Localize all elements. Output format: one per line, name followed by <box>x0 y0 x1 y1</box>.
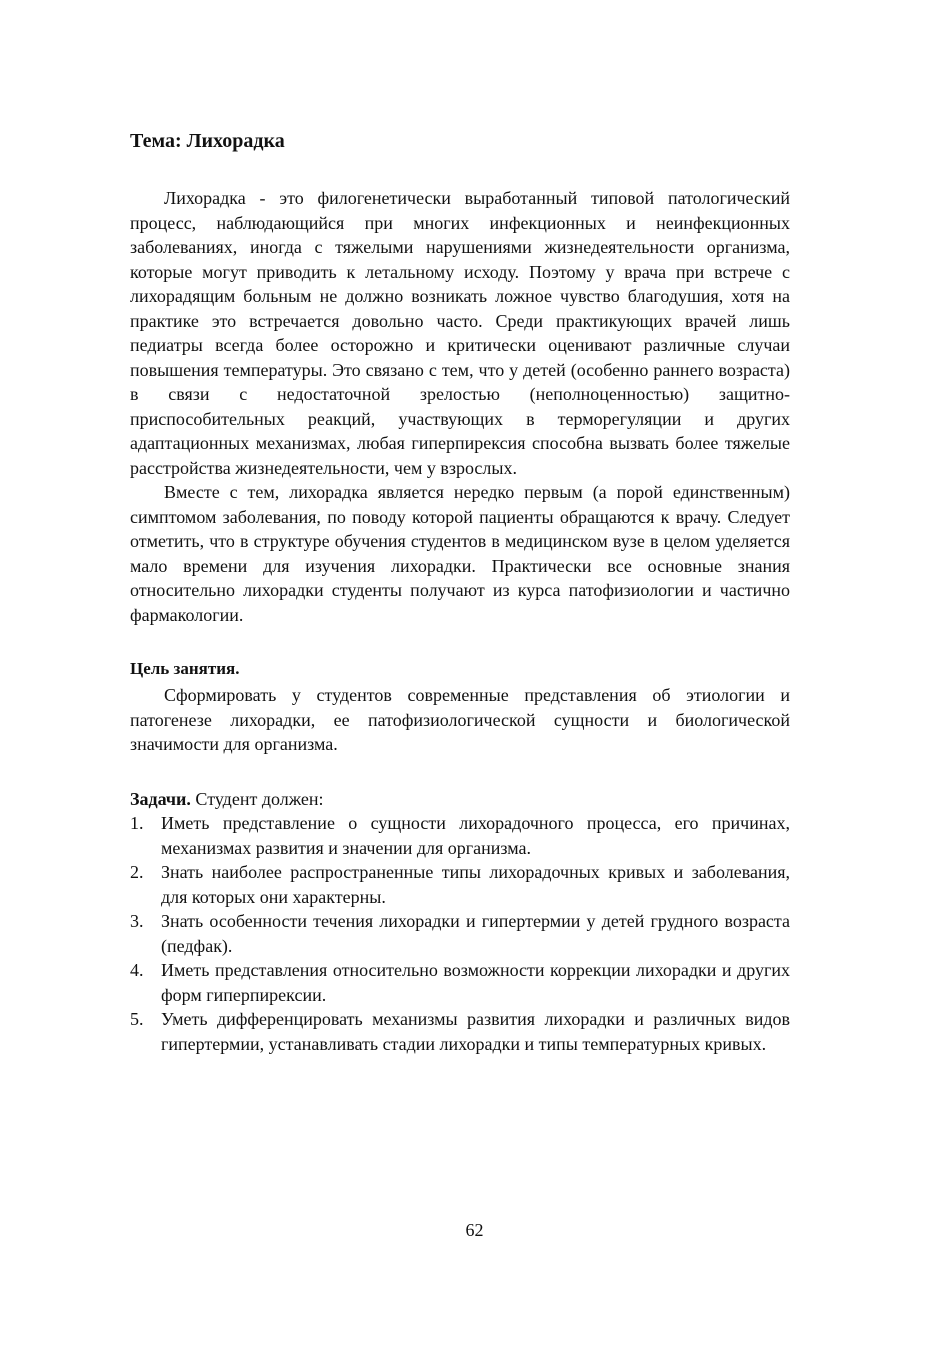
intro-section <box>130 186 790 627</box>
goal-heading: Цель занятия. <box>130 659 240 678</box>
task-text: Знать особенности течения лихорадки и гипертермии у детей грудного возраста (педфак). <box>161 911 790 956</box>
page-title: Тема: Лихорадка <box>130 130 285 152</box>
task-item <box>130 860 790 909</box>
task-number: 2. <box>130 862 144 882</box>
task-item <box>130 958 790 1007</box>
task-text: Иметь представление о сущности лихорадочного процесса, его причинах, механизмах развития и значении для организма. <box>161 813 790 858</box>
intro-paragraph-1: Лихорадка - это филогенетически выработанный типовой патологический процесс, наблюдающийся при многих инфекционных и неинфекционных заболеваниях, иногда с тяжелыми нарушениями жизнедеятельности организма, которые могут приводить к летальному исходу. Поэтому у врача при встрече с лихорадящим больным не должно возникать ложное чувство благодушия, хотя на практике это встречается довольно часто. Среди практикующих врачей лишь педиатры всегда более осторожно и критически оценивают различные случаи повышения температуры. Это связано с тем, что у детей (особенно раннего возраста) в связи с недостаточной зрелостью (неполноценностью) защитно-приспособительных реакций, участвующих в терморегуляции и других адаптационных механизмах, любая гиперпирексия способна вызвать более тяжелые расстройства жизнедеятельности, чем у взрослых. <box>130 188 790 478</box>
tasks-heading-label: Задачи. <box>130 788 191 809</box>
task-text: Иметь представления относительно возможности коррекции лихорадки и других форм гиперпирексии. <box>161 960 790 1005</box>
task-number: 5. <box>130 1009 144 1029</box>
task-item <box>130 1007 790 1056</box>
page-content <box>130 128 790 1056</box>
tasks-list <box>130 811 790 1056</box>
tasks-heading <box>130 787 790 812</box>
task-item <box>130 909 790 958</box>
tasks-section <box>130 787 790 1057</box>
task-number: 4. <box>130 960 144 980</box>
page-number: 62 <box>465 1220 484 1240</box>
task-number: 1. <box>130 813 144 833</box>
tasks-heading-rest: Студент должен: <box>190 788 324 809</box>
task-text: Знать наиболее распространенные типы лихорадочных кривых и заболевания, для которых они характерны. <box>161 862 790 907</box>
goal-section <box>130 657 790 757</box>
task-text: Уметь дифференцировать механизмы развития лихорадки и различных видов гипертермии, устанавливать стадии лихорадки и типы температурных кривых. <box>161 1009 790 1054</box>
intro-paragraph-2: Вместе с тем, лихорадка является нередко первым (а порой единственным) симптомом заболевания, по поводу которой пациенты обращаются к врачу. Следует отметить, что в структуре обучения студентов в медицинском вузе в целом уделяется мало времени для изучения лихорадки. Практически все основные знания относительно лихорадки студенты получают из курса патофизиологии и частично фармакологии. <box>130 482 790 625</box>
task-item <box>130 811 790 860</box>
goal-text: Сформировать у студентов современные представления об этиологии и патогенезе лихорадки, ее патофизиологической сущности и биологической значимости для организма. <box>130 685 790 754</box>
task-number: 3. <box>130 911 144 931</box>
